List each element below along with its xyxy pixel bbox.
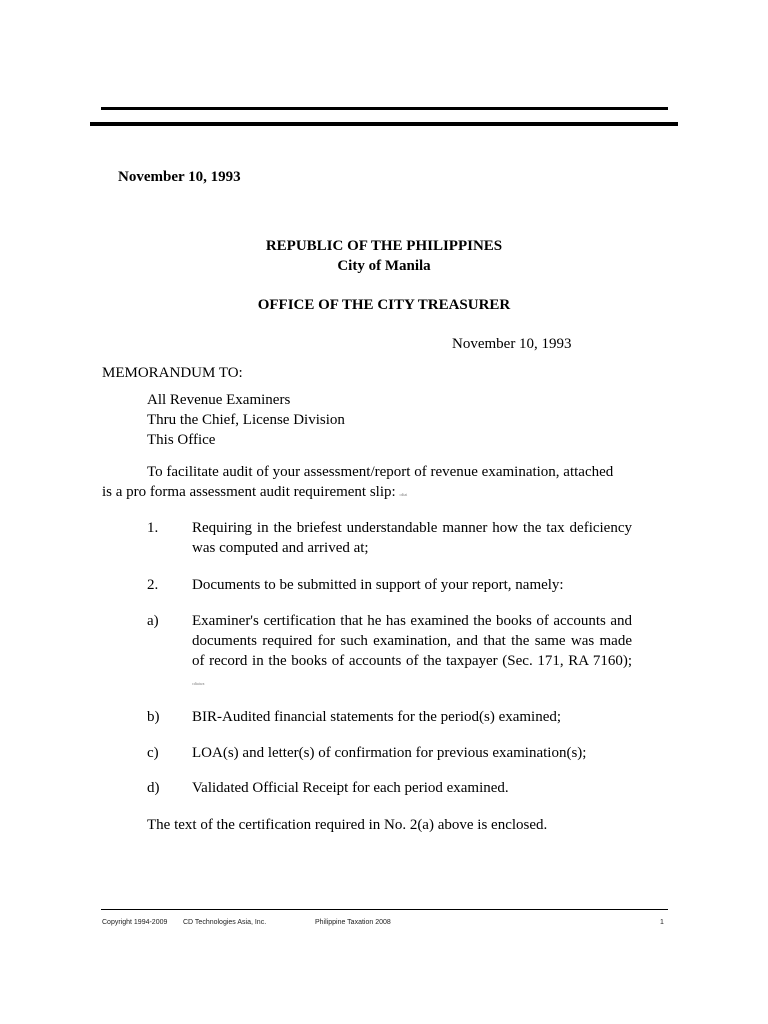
- intro-note: cdtai: [399, 492, 408, 497]
- item-2-number: 2.: [147, 577, 159, 593]
- addressee-3: This Office: [147, 432, 216, 448]
- footer-company: CD Technologies Asia, Inc.: [183, 919, 267, 926]
- closing-line: The text of the certification required in No. 2(a) above is enclosed.: [147, 817, 548, 833]
- item-d-text: Validated Official Receipt for each period examined.: [192, 780, 509, 796]
- footer-page-number: 1: [660, 919, 664, 926]
- top-rule-thin: [101, 107, 668, 110]
- footer-publication: Philippine Taxation 2008: [315, 919, 391, 926]
- top-rule-thick: [90, 122, 678, 126]
- footer-copyright: Copyright 1994-2009: [102, 919, 168, 926]
- item-a-paragraph: [192, 611, 632, 694]
- intro-line-2: [102, 482, 407, 505]
- heading-office: OFFICE OF THE CITY TREASURER: [257, 297, 511, 313]
- intro-line-1: To facilitate audit of your assessment/report of revenue examination, attached: [147, 464, 614, 480]
- item-b-text: BIR-Audited financial statements for the period(s) examined;: [192, 709, 562, 725]
- item-2-text: Documents to be submitted in support of your report, namely:: [192, 577, 564, 593]
- memo-date: November 10, 1993: [452, 336, 572, 352]
- item-a-note: cdtaiwa: [192, 681, 205, 686]
- item-a-text: Examiner's certification that he has examined the books of accounts and documents required for such examination, and that the same was made of record in the books of accounts of the taxpayer (Sec. 171, RA 7160);: [192, 613, 632, 669]
- item-a-number: a): [147, 613, 159, 629]
- item-d-number: d): [147, 780, 160, 796]
- memo-to-label: MEMORANDUM TO:: [102, 365, 243, 381]
- item-1-number: 1.: [147, 520, 159, 536]
- addressee-1: All Revenue Examiners: [147, 392, 291, 408]
- addressee-2: Thru the Chief, License Division: [147, 412, 345, 428]
- heading-republic: REPUBLIC OF THE PHILIPPINES: [265, 238, 503, 254]
- item-c-text: LOA(s) and letter(s) of confirmation for previous examination(s);: [192, 745, 587, 761]
- heading-city: City of Manila: [337, 258, 431, 274]
- header-date: November 10, 1993: [118, 169, 241, 185]
- item-1-text: Requiring in the briefest understandable manner how the tax deficiency was computed and arrived at;: [192, 520, 632, 556]
- item-c-number: c): [147, 745, 159, 761]
- intro-line-2-text: is a pro forma assessment audit requirement slip:: [102, 484, 396, 500]
- footer-rule: [101, 909, 668, 910]
- item-b-number: b): [147, 709, 160, 725]
